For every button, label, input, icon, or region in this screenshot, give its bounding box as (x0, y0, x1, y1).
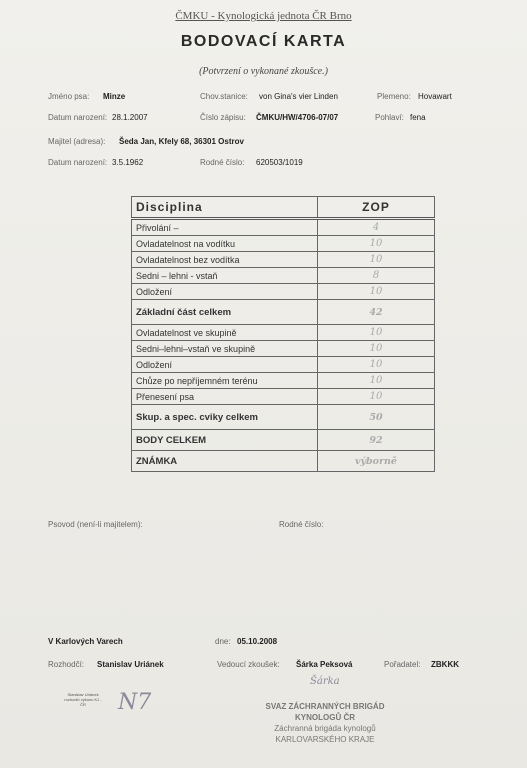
stamp-line-4: KARLOVARSKÉHO KRAJE (275, 735, 375, 744)
discipline-name: Ovladatelnost na vodítku (132, 236, 318, 252)
exam-header: ZOP (318, 197, 435, 219)
leader-value: Šárka Peksová (296, 660, 353, 669)
grade-value: výborně (318, 451, 435, 472)
total-score: 92 (318, 430, 435, 451)
stamp-line-3: Záchranná brigáda kynologů (274, 724, 376, 733)
discipline-score: 8 (318, 268, 435, 284)
owner-label: Majitel (adresa): (48, 137, 106, 146)
reg-number-label: Číslo zápisu: (200, 113, 246, 122)
discipline-score: 10 (318, 325, 435, 341)
table-row (132, 268, 435, 284)
table-row (132, 341, 435, 357)
handler-id-label: Rodné číslo: (279, 520, 324, 529)
breed-value: Hovawart (418, 92, 452, 101)
organizer-label: Pořadatel: (384, 660, 421, 669)
discipline-name: Ovladatelnost bez vodítka (132, 252, 318, 268)
dog-name-value: Minze (103, 92, 126, 101)
discipline-score: 10 (318, 252, 435, 268)
dog-name-label: Jméno psa: (48, 92, 90, 101)
discipline-name: Ovladatelnost ve skupině (132, 325, 318, 341)
score-table (131, 196, 435, 472)
discipline-score: 10 (318, 284, 435, 300)
discipline-name: Přenesení psa (132, 389, 318, 405)
discipline-name: Základní část celkem (132, 300, 318, 325)
sex-value: fena (410, 113, 426, 122)
discipline-name: Skup. a spec. cviky celkem (132, 405, 318, 430)
judge-label: Rozhodčí: (48, 660, 85, 669)
stamp-line-2: KYNOLOGŮ ČR (295, 713, 355, 722)
organization-header: ČMKU - Kynologická jednota ČR Brno (175, 10, 352, 22)
leader-label: Vedoucí zkoušek: (217, 660, 280, 669)
table-row (132, 357, 435, 373)
kennel-label: Chov.stanice: (200, 92, 248, 101)
organizer-value: ZBKKK (431, 660, 459, 669)
discipline-score: 10 (318, 357, 435, 373)
discipline-score: 10 (318, 389, 435, 405)
stamp-line-1: SVAZ ZÁCHRANNÝCH BRIGÁD (265, 702, 385, 711)
owner-id-label: Rodné číslo: (200, 158, 245, 167)
discipline-name: Odložení (132, 284, 318, 300)
table-row (132, 325, 435, 341)
discipline-name: Chůze po nepříjemném terénu (132, 373, 318, 389)
discipline-name: Odložení (132, 357, 318, 373)
judge-stamp: Stanislav Uriánek rozhodčí výkonu KJ - ČR (64, 692, 102, 707)
discipline-score: 42 (318, 300, 435, 325)
dog-birth-label: Datum narození: (48, 113, 108, 122)
table-row (132, 284, 435, 300)
page-subtitle: (Potvrzení o vykonané zkoušce.) (199, 66, 328, 77)
discipline-name: Sedni – lehni - vstaň (132, 268, 318, 284)
table-row (132, 389, 435, 405)
table-row (132, 252, 435, 268)
discipline-name: Přivolání – (132, 219, 318, 236)
kennel-value: von Gina's vier Linden (259, 92, 338, 101)
table-row (132, 219, 435, 236)
discipline-name: Sedni–lehni–vstaň ve skupině (132, 341, 318, 357)
exam-place: V Karlových Varech (48, 637, 123, 646)
leader-signature: Šárka (310, 676, 340, 687)
grade-row (132, 451, 435, 472)
owner-birth-label: Datum narození: (48, 158, 108, 167)
discipline-score: 10 (318, 236, 435, 252)
sex-label: Pohlaví: (375, 113, 404, 122)
dog-birth-value: 28.1.2007 (112, 113, 148, 122)
discipline-score: 10 (318, 373, 435, 389)
table-row (132, 373, 435, 389)
page-title: BODOVACÍ KARTA (180, 33, 347, 50)
owner-value: Šeda Jan, Kfely 68, 36301 Ostrov (119, 137, 244, 146)
total-label: BODY CELKEM (132, 430, 318, 451)
handler-label: Psovod (není-li majitelem): (48, 520, 143, 529)
judge-signature: N7 (118, 690, 152, 715)
total-row (132, 430, 435, 451)
score-table-header (132, 197, 435, 219)
subtotal-row (132, 405, 435, 430)
organization-stamp (230, 701, 420, 745)
subtotal-row (132, 300, 435, 325)
date-label: dne: (215, 637, 231, 646)
table-row (132, 236, 435, 252)
grade-label: ZNÁMKA (132, 451, 318, 472)
date-value: 05.10.2008 (237, 637, 278, 646)
owner-id-value: 620503/1019 (256, 158, 303, 167)
reg-number-value: ČMKU/HW/4706-07/07 (256, 113, 339, 122)
discipline-score: 10 (318, 341, 435, 357)
discipline-header: Disciplina (132, 197, 318, 219)
breed-label: Plemeno: (377, 92, 411, 101)
owner-birth-value: 3.5.1962 (112, 158, 144, 167)
discipline-score: 50 (318, 405, 435, 430)
judge-value: Stanislav Uriánek (97, 660, 164, 669)
discipline-score: 4 (318, 219, 435, 236)
